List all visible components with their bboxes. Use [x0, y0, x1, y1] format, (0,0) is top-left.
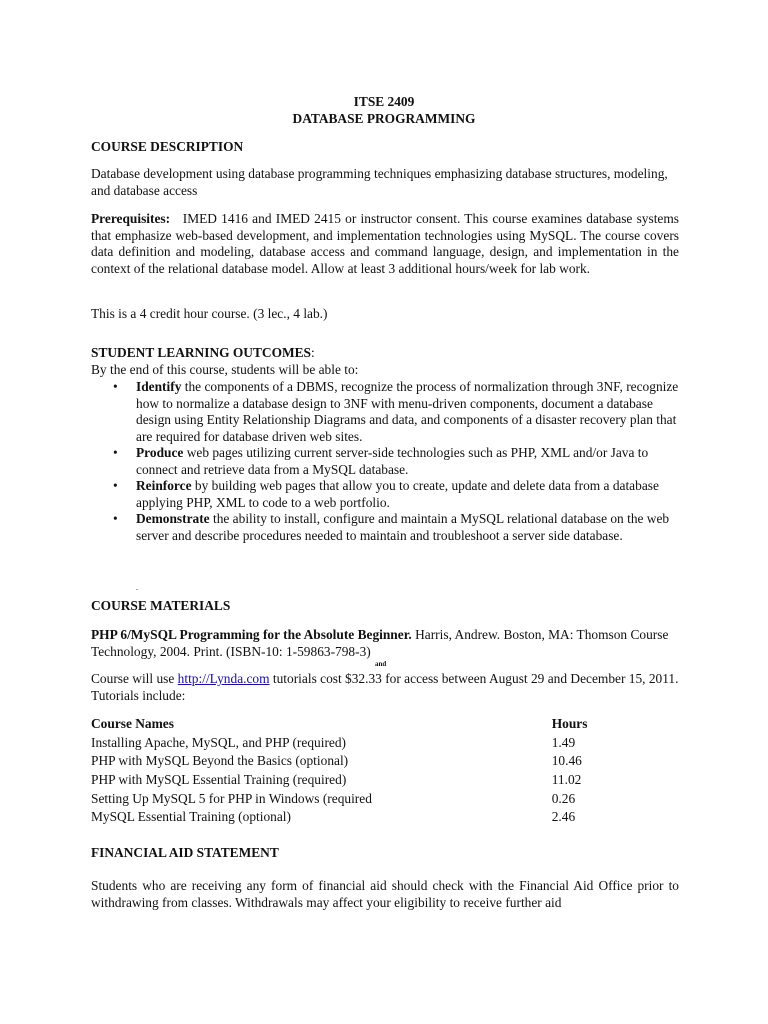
course-description-heading: COURSE DESCRIPTION — [91, 139, 244, 154]
table-row — [91, 791, 679, 810]
tutorials-table — [91, 716, 679, 828]
textbook-details: Harris, Andrew. Boston, MA: Thomson Course Technology, 2004. Print. (ISBN-10: 1-59863-798-3) — [91, 627, 669, 659]
course-description-text: Database development using database programming techniques emphasizing database structures, modeling, and database access — [91, 166, 668, 198]
outcome-text: the components of a DBMS, recognize the process of normalization through 3NF, recognize how to normalize a database design to 3NF with menu-driven components, document a database design using Entity Relationship Diagrams and data, and components of a disaster recovery plan that are required for database driven web sites. — [136, 379, 679, 444]
table-row — [91, 753, 679, 772]
prerequisites-text: IMED 1416 and IMED 2415 or instructor consent. This course examines database systems that emphasize web-based development, and implementation technologies using MySQL. The course covers data definition and modeling, database access and command language, design, and implementation in the context of the relational database model. Allow at least 3 additional hours/week for lab work. — [91, 211, 679, 276]
and-mark: and — [375, 660, 387, 668]
course-name-cell: MySQL Essential Training (optional) — [91, 809, 291, 825]
course-code: ITSE 2409 — [353, 94, 415, 109]
outcome-item — [91, 445, 679, 478]
outcome-item — [91, 478, 679, 511]
lynda-text-after: tutorials cost $32.33 for access between August 29 and December 15, 2011. Tutorials include: — [91, 671, 679, 703]
outcomes-heading-line — [91, 345, 679, 362]
hours-cell: 1.49 — [551, 734, 576, 750]
prerequisites-label: Prerequisites: — [91, 211, 171, 226]
table-row — [91, 735, 679, 754]
course-name-cell: PHP with MySQL Essential Training (required) — [91, 772, 347, 788]
bullet-icon: • — [113, 511, 118, 526]
bullet-icon: • — [113, 379, 118, 394]
table-row — [91, 772, 679, 791]
hours-cell: 0.26 — [551, 790, 576, 806]
course-name-cell: Installing Apache, MySQL, and PHP (required) — [91, 734, 346, 750]
hours-cell: 10.46 — [551, 753, 582, 769]
outcome-text: web pages utilizing current server-side technologies such as PHP, XML and/or Java to connect and retrieve data from a MySQL database. — [136, 445, 649, 477]
outcomes-intro: By the end of this course, students will be able to: — [91, 362, 359, 377]
outcome-verb: Demonstrate — [136, 511, 210, 526]
outcome-text: the ability to install, configure and maintain a MySQL relational database on the web server and describe procedures needed to maintain and troubleshoot a server side database. — [136, 511, 670, 543]
outcome-verb: Identify — [136, 379, 182, 394]
lynda-link[interactable]: http://Lynda.com — [177, 671, 270, 686]
bullet-icon: • — [113, 445, 118, 460]
course-title: DATABASE PROGRAMMING — [292, 111, 476, 126]
trailing-mark: . — [136, 583, 138, 592]
course-name-cell: PHP with MySQL Beyond the Basics (optional) — [91, 753, 349, 769]
outcomes-heading: STUDENT LEARNING OUTCOMES — [91, 345, 311, 360]
hours-cell: 11.02 — [551, 772, 582, 788]
prerequisites-paragraph — [91, 211, 679, 277]
outcomes-heading-colon: : — [311, 345, 315, 360]
outcome-verb: Produce — [136, 445, 184, 460]
textbook-citation — [91, 627, 679, 660]
course-materials-heading: COURSE MATERIALS — [91, 598, 231, 613]
lynda-text-before: Course will use — [91, 671, 178, 686]
outcome-text: by building web pages that allow you to create, update and delete data from a database applying PHP, XML to code to a web portfolio. — [136, 478, 659, 510]
outcomes-list — [91, 379, 679, 544]
textbook-title: PHP 6/MySQL Programming for the Absolute Beginner. — [91, 627, 412, 642]
financial-aid-heading: FINANCIAL AID STATEMENT — [91, 845, 279, 860]
bullet-icon: • — [113, 478, 118, 493]
hours-cell: 2.46 — [551, 809, 576, 825]
table-row — [91, 809, 679, 828]
outcome-item — [91, 379, 679, 445]
course-name-cell: Setting Up MySQL 5 for PHP in Windows (required — [91, 790, 372, 806]
outcome-verb: Reinforce — [136, 478, 192, 493]
financial-aid-text: Students who are receiving any form of financial aid should check with the Financial Aid Office prior to withdrawing from classes. Withdrawals may affect your eligibility to receive further aid — [91, 878, 679, 910]
course-names-header: Course Names — [91, 716, 174, 731]
table-header-row — [91, 716, 679, 735]
lynda-paragraph — [91, 671, 679, 704]
credit-hours-text: This is a 4 credit hour course. (3 lec., 4 lab.) — [91, 306, 328, 321]
outcome-item — [91, 511, 679, 544]
hours-header: Hours — [551, 716, 588, 731]
